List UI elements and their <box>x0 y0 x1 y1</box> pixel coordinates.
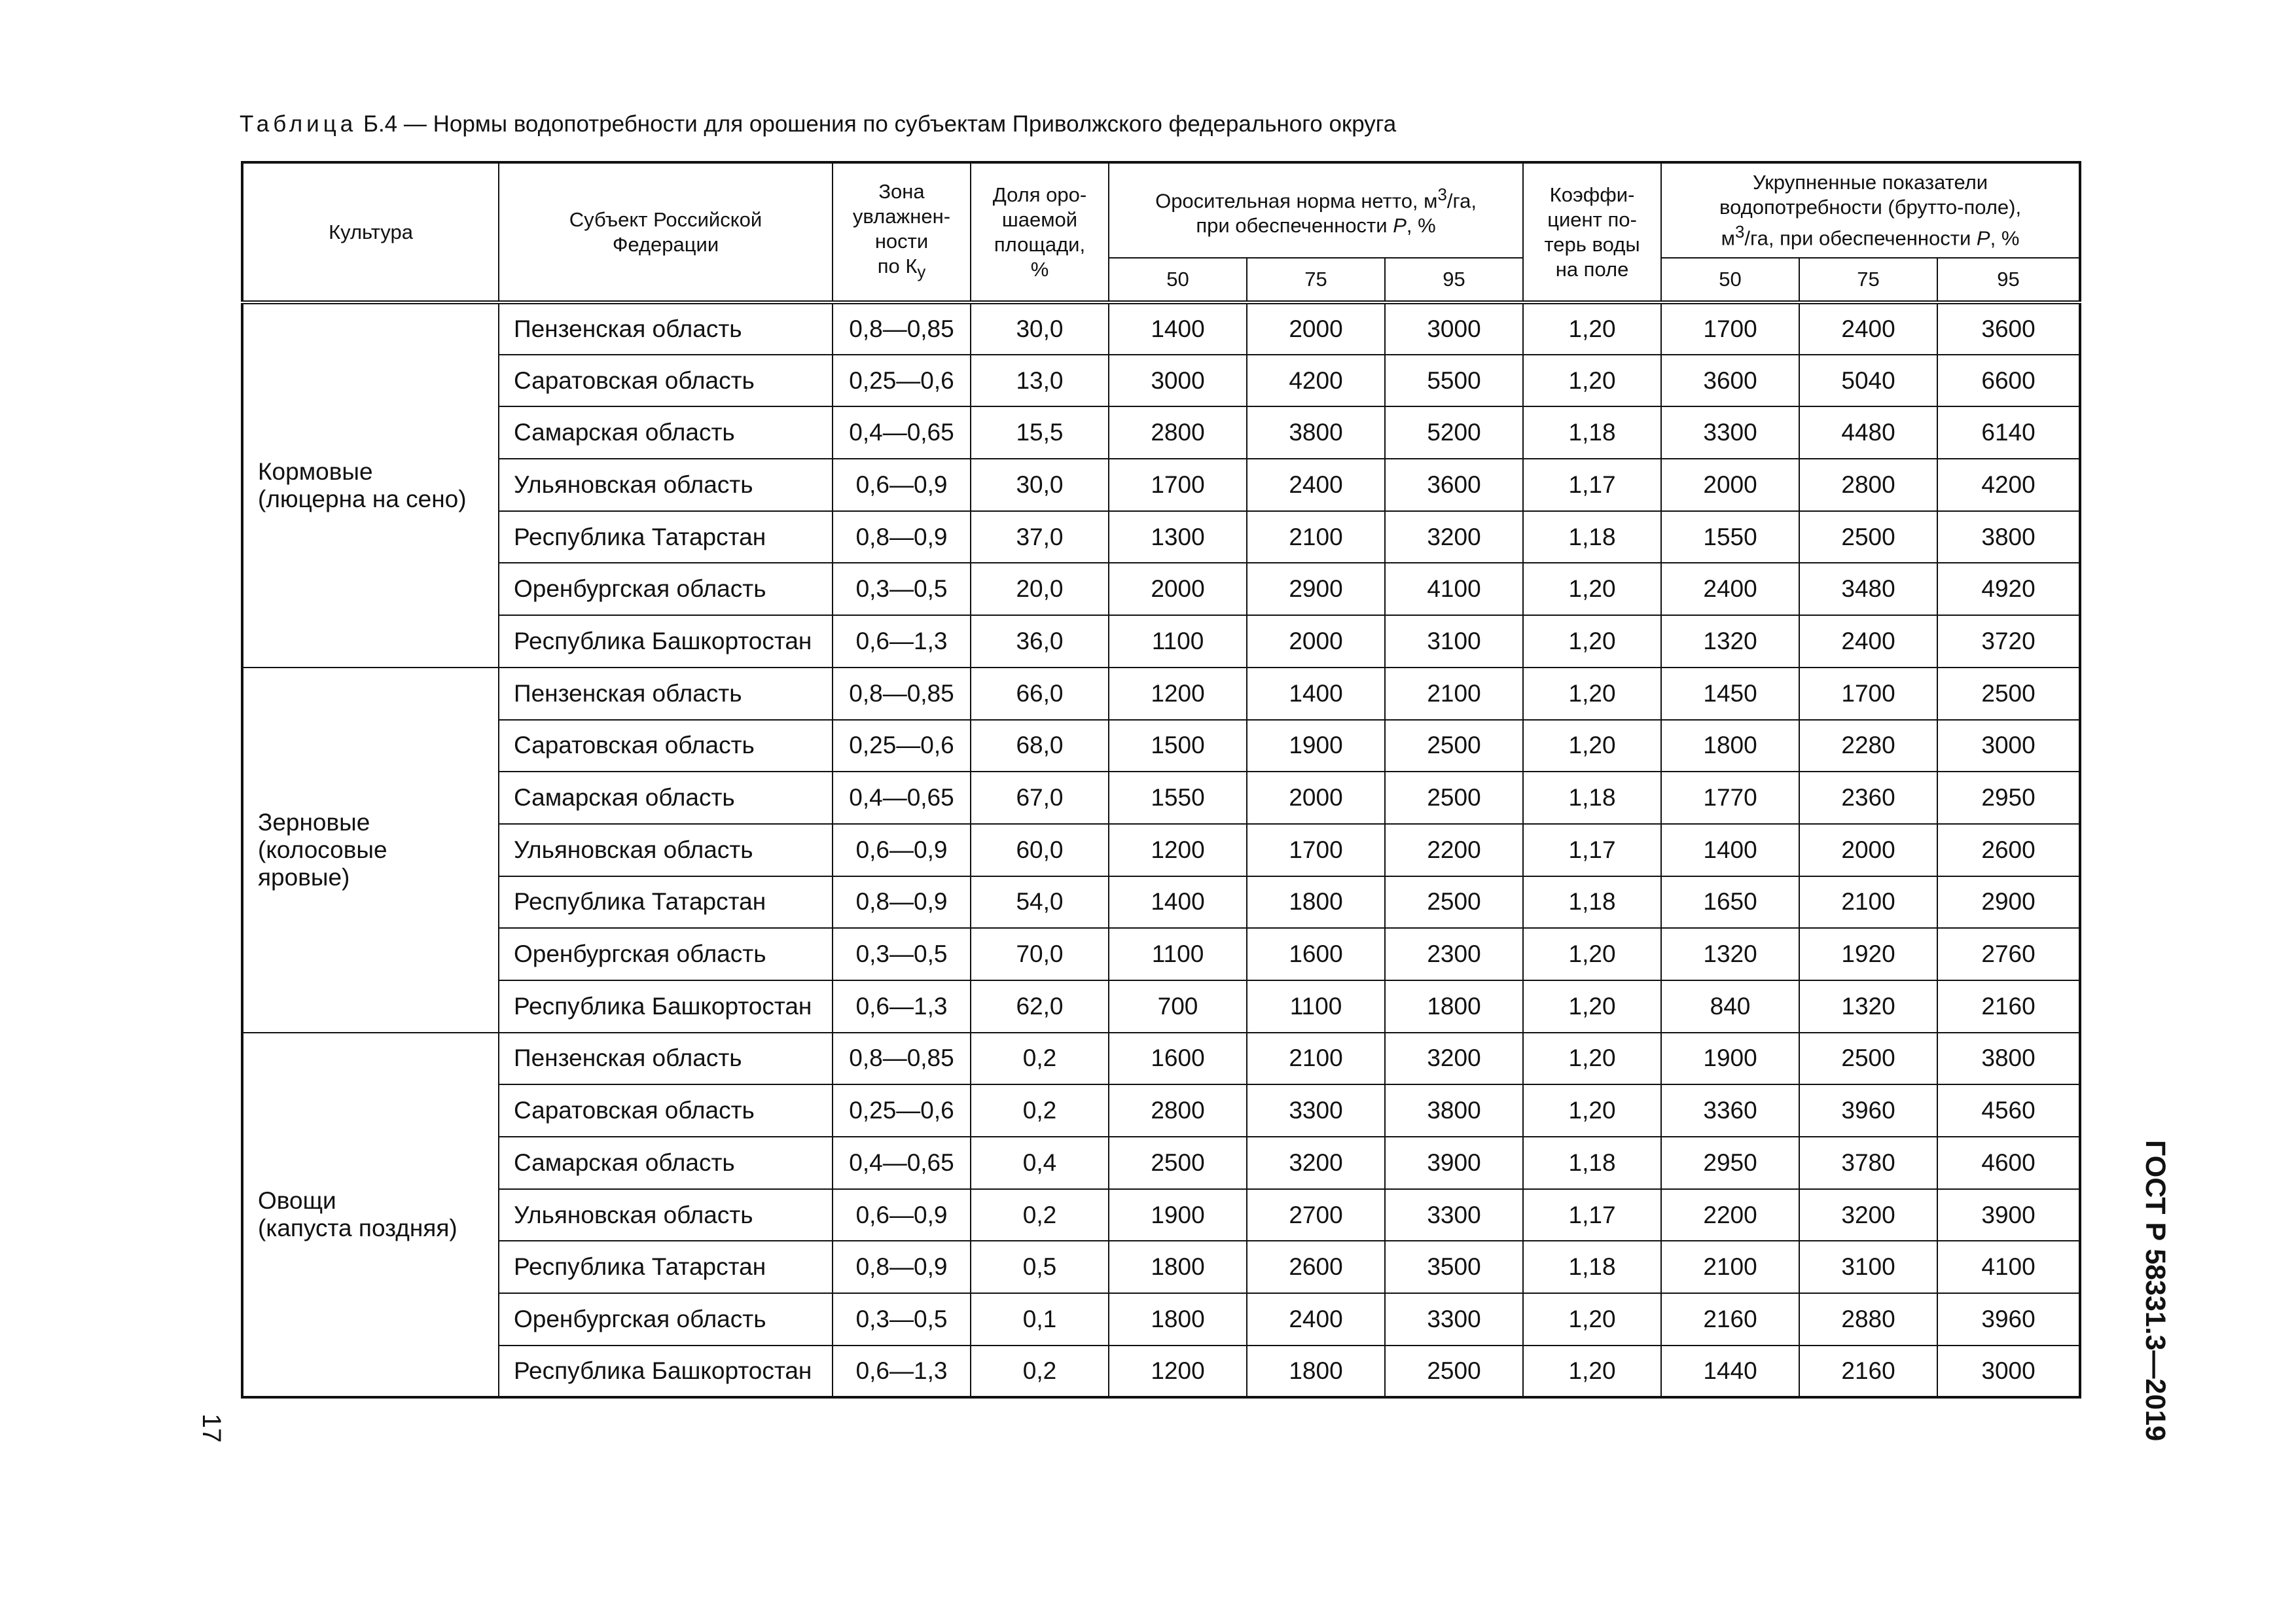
gross-95-cell: 2950 <box>1937 772 2080 824</box>
gross-75-cell: 2500 <box>1799 1033 1937 1085</box>
share-cell: 30,0 <box>971 302 1109 355</box>
crop-cell: Овощи (капуста поздняя) <box>242 1033 499 1398</box>
gross-75-cell: 2500 <box>1799 511 1937 563</box>
coef-cell: 1,20 <box>1523 1346 1661 1398</box>
caption-label: Таблица <box>240 111 357 137</box>
coef-cell: 1,20 <box>1523 928 1661 980</box>
net-95-cell: 3100 <box>1385 615 1523 668</box>
gross-95-cell: 4200 <box>1937 459 2080 511</box>
header-gross-95: 95 <box>1937 258 2080 302</box>
gross-50-cell: 2950 <box>1661 1137 1799 1189</box>
gross-95-cell: 2160 <box>1937 980 2080 1033</box>
zone-cell: 0,4—0,65 <box>833 406 971 459</box>
table-row <box>242 459 2080 511</box>
gross-95-cell: 3800 <box>1937 511 2080 563</box>
share-cell: 13,0 <box>971 355 1109 407</box>
coef-cell: 1,18 <box>1523 1241 1661 1293</box>
header-gross-50: 50 <box>1661 258 1799 302</box>
gross-75-cell: 5040 <box>1799 355 1937 407</box>
coef-cell: 1,20 <box>1523 720 1661 772</box>
table-row <box>242 668 2080 720</box>
net-75-cell: 1100 <box>1247 980 1385 1033</box>
subject-cell: Ульяновская область <box>499 824 833 876</box>
net-75-cell: 1900 <box>1247 720 1385 772</box>
gross-50-cell: 1320 <box>1661 928 1799 980</box>
header-net-50: 50 <box>1109 258 1247 302</box>
net-75-cell: 2100 <box>1247 511 1385 563</box>
coef-cell: 1,17 <box>1523 1189 1661 1241</box>
net-75-cell: 2700 <box>1247 1189 1385 1241</box>
zone-cell: 0,4—0,65 <box>833 772 971 824</box>
share-cell: 0,2 <box>971 1084 1109 1137</box>
gross-50-cell: 1900 <box>1661 1033 1799 1085</box>
gross-50-cell: 2400 <box>1661 563 1799 615</box>
net-95-cell: 4100 <box>1385 563 1523 615</box>
gross-50-cell: 1800 <box>1661 720 1799 772</box>
net-95-cell: 3300 <box>1385 1293 1523 1346</box>
table-row <box>242 1241 2080 1293</box>
net-75-cell: 1400 <box>1247 668 1385 720</box>
coef-cell: 1,20 <box>1523 615 1661 668</box>
coef-cell: 1,18 <box>1523 772 1661 824</box>
share-cell: 0,1 <box>971 1293 1109 1346</box>
gross-75-cell: 3200 <box>1799 1189 1937 1241</box>
header-net-95: 95 <box>1385 258 1523 302</box>
net-50-cell: 1300 <box>1109 511 1247 563</box>
gross-75-cell: 2400 <box>1799 615 1937 668</box>
table-row <box>242 1033 2080 1085</box>
net-75-cell: 3200 <box>1247 1137 1385 1189</box>
gross-75-cell: 2160 <box>1799 1346 1937 1398</box>
net-75-cell: 2900 <box>1247 563 1385 615</box>
gross-75-cell: 2800 <box>1799 459 1937 511</box>
gross-75-cell: 3960 <box>1799 1084 1937 1137</box>
share-cell: 20,0 <box>971 563 1109 615</box>
net-95-cell: 2200 <box>1385 824 1523 876</box>
coef-cell: 1,20 <box>1523 980 1661 1033</box>
net-95-cell: 2500 <box>1385 720 1523 772</box>
gross-50-cell: 2160 <box>1661 1293 1799 1346</box>
gross-75-cell: 2360 <box>1799 772 1937 824</box>
header-zone: Зона увлажнен- ности по $К_у$ <box>833 162 971 302</box>
subject-cell: Республика Башкортостан <box>499 1346 833 1398</box>
share-cell: 66,0 <box>971 668 1109 720</box>
net-50-cell: 3000 <box>1109 355 1247 407</box>
net-95-cell: 3200 <box>1385 1033 1523 1085</box>
net-50-cell: 1400 <box>1109 876 1247 929</box>
net-50-cell: 1900 <box>1109 1189 1247 1241</box>
gross-75-cell: 2880 <box>1799 1293 1937 1346</box>
gross-95-cell: 3900 <box>1937 1189 2080 1241</box>
table-row <box>242 928 2080 980</box>
net-95-cell: 5200 <box>1385 406 1523 459</box>
header-gross-75: 75 <box>1799 258 1937 302</box>
net-50-cell: 1200 <box>1109 824 1247 876</box>
zone-cell: 0,25—0,6 <box>833 1084 971 1137</box>
gross-95-cell: 2500 <box>1937 668 2080 720</box>
subject-cell: Саратовская область <box>499 1084 833 1137</box>
table-row <box>242 1189 2080 1241</box>
zone-cell: 0,3—0,5 <box>833 563 971 615</box>
table-row <box>242 1137 2080 1189</box>
gross-50-cell: 2100 <box>1661 1241 1799 1293</box>
gross-95-cell: 6600 <box>1937 355 2080 407</box>
zone-cell: 0,6—1,3 <box>833 980 971 1033</box>
gross-50-cell: 1450 <box>1661 668 1799 720</box>
gross-95-cell: 2760 <box>1937 928 2080 980</box>
subject-cell: Республика Татарстан <box>499 876 833 929</box>
gross-50-cell: 2000 <box>1661 459 1799 511</box>
table-row <box>242 511 2080 563</box>
net-95-cell: 3900 <box>1385 1137 1523 1189</box>
gross-75-cell: 2400 <box>1799 302 1937 355</box>
gross-75-cell: 3480 <box>1799 563 1937 615</box>
share-cell: 68,0 <box>971 720 1109 772</box>
gross-95-cell: 4920 <box>1937 563 2080 615</box>
zone-cell: 0,8—0,85 <box>833 302 971 355</box>
table-row <box>242 824 2080 876</box>
subject-cell: Республика Татарстан <box>499 1241 833 1293</box>
gross-50-cell: 2200 <box>1661 1189 1799 1241</box>
net-50-cell: 1800 <box>1109 1241 1247 1293</box>
net-75-cell: 2400 <box>1247 459 1385 511</box>
coef-cell: 1,18 <box>1523 406 1661 459</box>
gross-50-cell: 3600 <box>1661 355 1799 407</box>
gross-95-cell: 3720 <box>1937 615 2080 668</box>
gross-75-cell: 3780 <box>1799 1137 1937 1189</box>
gross-95-cell: 3960 <box>1937 1293 2080 1346</box>
gross-50-cell: 1770 <box>1661 772 1799 824</box>
net-50-cell: 1550 <box>1109 772 1247 824</box>
gross-50-cell: 1400 <box>1661 824 1799 876</box>
table-row <box>242 615 2080 668</box>
coef-cell: 1,17 <box>1523 459 1661 511</box>
net-95-cell: 1800 <box>1385 980 1523 1033</box>
coef-cell: 1,20 <box>1523 355 1661 407</box>
net-95-cell: 3500 <box>1385 1241 1523 1293</box>
gross-75-cell: 1700 <box>1799 668 1937 720</box>
subject-cell: Самарская область <box>499 1137 833 1189</box>
share-cell: 54,0 <box>971 876 1109 929</box>
coef-cell: 1,18 <box>1523 1137 1661 1189</box>
subject-cell: Саратовская область <box>499 720 833 772</box>
caption-text: Б.4 — Нормы водопотребности для орошения по субъектам Приволжского федерального округа <box>363 111 1397 137</box>
share-cell: 62,0 <box>971 980 1109 1033</box>
gross-75-cell: 3100 <box>1799 1241 1937 1293</box>
header-share: Доля оро- шаемой площади, % <box>971 162 1109 302</box>
table-row <box>242 1293 2080 1346</box>
header-net-norm: Оросительная норма нетто, $м^3/га$, при обеспеченности P, % <box>1109 162 1523 258</box>
net-75-cell: 2000 <box>1247 302 1385 355</box>
net-50-cell: 700 <box>1109 980 1247 1033</box>
net-50-cell: 1800 <box>1109 1293 1247 1346</box>
net-50-cell: 2800 <box>1109 406 1247 459</box>
gross-95-cell: 2600 <box>1937 824 2080 876</box>
gross-95-cell: 4100 <box>1937 1241 2080 1293</box>
gross-95-cell: 4600 <box>1937 1137 2080 1189</box>
subject-cell: Республика Башкортостан <box>499 615 833 668</box>
gross-75-cell: 2000 <box>1799 824 1937 876</box>
zone-cell: 0,3—0,5 <box>833 1293 971 1346</box>
net-50-cell: 2800 <box>1109 1084 1247 1137</box>
net-75-cell: 2000 <box>1247 615 1385 668</box>
net-75-cell: 2400 <box>1247 1293 1385 1346</box>
zone-cell: 0,25—0,6 <box>833 720 971 772</box>
zone-cell: 0,8—0,85 <box>833 1033 971 1085</box>
subject-cell: Оренбургская область <box>499 928 833 980</box>
zone-cell: 0,6—1,3 <box>833 615 971 668</box>
gross-95-cell: 3600 <box>1937 302 2080 355</box>
irrigation-norms-table <box>241 161 2081 1399</box>
header-gross-indicators: Укрупненные показатели водопотребности (брутто-поле), $м^3/га$, при обеспеченности P, % <box>1661 162 2080 258</box>
gross-50-cell: 3300 <box>1661 406 1799 459</box>
share-cell: 67,0 <box>971 772 1109 824</box>
share-cell: 0,2 <box>971 1346 1109 1398</box>
share-cell: 70,0 <box>971 928 1109 980</box>
share-cell: 0,4 <box>971 1137 1109 1189</box>
subject-cell: Самарская область <box>499 406 833 459</box>
coef-cell: 1,20 <box>1523 1084 1661 1137</box>
subject-cell: Саратовская область <box>499 355 833 407</box>
coef-cell: 1,20 <box>1523 1033 1661 1085</box>
share-cell: 0,2 <box>971 1033 1109 1085</box>
table-row <box>242 563 2080 615</box>
zone-cell: 0,6—0,9 <box>833 459 971 511</box>
coef-cell: 1,20 <box>1523 1293 1661 1346</box>
zone-cell: 0,6—0,9 <box>833 1189 971 1241</box>
net-95-cell: 3800 <box>1385 1084 1523 1137</box>
gross-95-cell: 2900 <box>1937 876 2080 929</box>
crop-cell: Кормовые (люцерна на сено) <box>242 302 499 668</box>
table-row <box>242 1346 2080 1398</box>
header-subject: Субъект Российской Федерации <box>499 162 833 302</box>
zone-cell: 0,3—0,5 <box>833 928 971 980</box>
subject-cell: Самарская область <box>499 772 833 824</box>
coef-cell: 1,20 <box>1523 668 1661 720</box>
zone-cell: 0,8—0,9 <box>833 511 971 563</box>
zone-cell: 0,8—0,9 <box>833 1241 971 1293</box>
share-cell: 60,0 <box>971 824 1109 876</box>
gross-95-cell: 4560 <box>1937 1084 2080 1137</box>
net-50-cell: 1700 <box>1109 459 1247 511</box>
net-50-cell: 1600 <box>1109 1033 1247 1085</box>
zone-cell: 0,8—0,9 <box>833 876 971 929</box>
table-row <box>242 720 2080 772</box>
gross-75-cell: 1320 <box>1799 980 1937 1033</box>
net-75-cell: 1700 <box>1247 824 1385 876</box>
gross-50-cell: 1440 <box>1661 1346 1799 1398</box>
net-75-cell: 2600 <box>1247 1241 1385 1293</box>
coef-cell: 1,18 <box>1523 876 1661 929</box>
net-95-cell: 5500 <box>1385 355 1523 407</box>
zone-cell: 0,6—0,9 <box>833 824 971 876</box>
subject-cell: Пензенская область <box>499 1033 833 1085</box>
subject-cell: Ульяновская область <box>499 459 833 511</box>
net-75-cell: 1800 <box>1247 1346 1385 1398</box>
coef-cell: 1,20 <box>1523 563 1661 615</box>
document-code: ГОСТ Р 58331.3—2019 <box>2140 1140 2171 1442</box>
gross-75-cell: 2100 <box>1799 876 1937 929</box>
coef-cell: 1,18 <box>1523 511 1661 563</box>
gross-75-cell: 2280 <box>1799 720 1937 772</box>
share-cell: 37,0 <box>971 511 1109 563</box>
header-net-75: 75 <box>1247 258 1385 302</box>
table-row <box>242 980 2080 1033</box>
header-loss-coefficient: Коэффи- циент по- терь воды на поле <box>1523 162 1661 302</box>
net-50-cell: 2000 <box>1109 563 1247 615</box>
share-cell: 15,5 <box>971 406 1109 459</box>
table-row <box>242 406 2080 459</box>
table-caption <box>240 111 1396 137</box>
share-cell: 0,2 <box>971 1189 1109 1241</box>
gross-50-cell: 840 <box>1661 980 1799 1033</box>
net-50-cell: 1100 <box>1109 615 1247 668</box>
zone-cell: 0,25—0,6 <box>833 355 971 407</box>
table-row <box>242 772 2080 824</box>
net-50-cell: 2500 <box>1109 1137 1247 1189</box>
table-row <box>242 355 2080 407</box>
net-95-cell: 3600 <box>1385 459 1523 511</box>
gross-95-cell: 3800 <box>1937 1033 2080 1085</box>
net-95-cell: 2300 <box>1385 928 1523 980</box>
gross-75-cell: 4480 <box>1799 406 1937 459</box>
net-95-cell: 3300 <box>1385 1189 1523 1241</box>
subject-cell: Пензенская область <box>499 668 833 720</box>
subject-cell: Республика Татарстан <box>499 511 833 563</box>
net-50-cell: 1200 <box>1109 668 1247 720</box>
net-75-cell: 2000 <box>1247 772 1385 824</box>
subject-cell: Оренбургская область <box>499 563 833 615</box>
coef-cell: 1,20 <box>1523 302 1661 355</box>
gross-50-cell: 3360 <box>1661 1084 1799 1137</box>
zone-cell: 0,6—1,3 <box>833 1346 971 1398</box>
net-95-cell: 2500 <box>1385 772 1523 824</box>
subject-cell: Пензенская область <box>499 302 833 355</box>
header-crop: Культура <box>242 162 499 302</box>
table-body <box>242 302 2080 1397</box>
table-row <box>242 1084 2080 1137</box>
gross-75-cell: 1920 <box>1799 928 1937 980</box>
gross-95-cell: 6140 <box>1937 406 2080 459</box>
net-50-cell: 1500 <box>1109 720 1247 772</box>
crop-cell: Зерновые (колосовые яровые) <box>242 668 499 1033</box>
net-95-cell: 2500 <box>1385 876 1523 929</box>
share-cell: 0,5 <box>971 1241 1109 1293</box>
gross-95-cell: 3000 <box>1937 720 2080 772</box>
gross-95-cell: 3000 <box>1937 1346 2080 1398</box>
share-cell: 36,0 <box>971 615 1109 668</box>
zone-cell: 0,4—0,65 <box>833 1137 971 1189</box>
net-50-cell: 1400 <box>1109 302 1247 355</box>
subject-cell: Республика Башкортостан <box>499 980 833 1033</box>
net-95-cell: 3200 <box>1385 511 1523 563</box>
table-row <box>242 302 2080 355</box>
net-75-cell: 1600 <box>1247 928 1385 980</box>
share-cell: 30,0 <box>971 459 1109 511</box>
gross-50-cell: 1550 <box>1661 511 1799 563</box>
coef-cell: 1,17 <box>1523 824 1661 876</box>
gross-50-cell: 1320 <box>1661 615 1799 668</box>
table-row <box>242 876 2080 929</box>
net-75-cell: 3300 <box>1247 1084 1385 1137</box>
page-number: 17 <box>197 1414 226 1443</box>
net-50-cell: 1200 <box>1109 1346 1247 1398</box>
net-95-cell: 3000 <box>1385 302 1523 355</box>
gross-50-cell: 1650 <box>1661 876 1799 929</box>
subject-cell: Ульяновская область <box>499 1189 833 1241</box>
net-75-cell: 4200 <box>1247 355 1385 407</box>
zone-cell: 0,8—0,85 <box>833 668 971 720</box>
gross-50-cell: 1700 <box>1661 302 1799 355</box>
net-95-cell: 2100 <box>1385 668 1523 720</box>
subject-cell: Оренбургская область <box>499 1293 833 1346</box>
net-95-cell: 2500 <box>1385 1346 1523 1398</box>
net-75-cell: 2100 <box>1247 1033 1385 1085</box>
net-75-cell: 3800 <box>1247 406 1385 459</box>
net-75-cell: 1800 <box>1247 876 1385 929</box>
net-50-cell: 1100 <box>1109 928 1247 980</box>
